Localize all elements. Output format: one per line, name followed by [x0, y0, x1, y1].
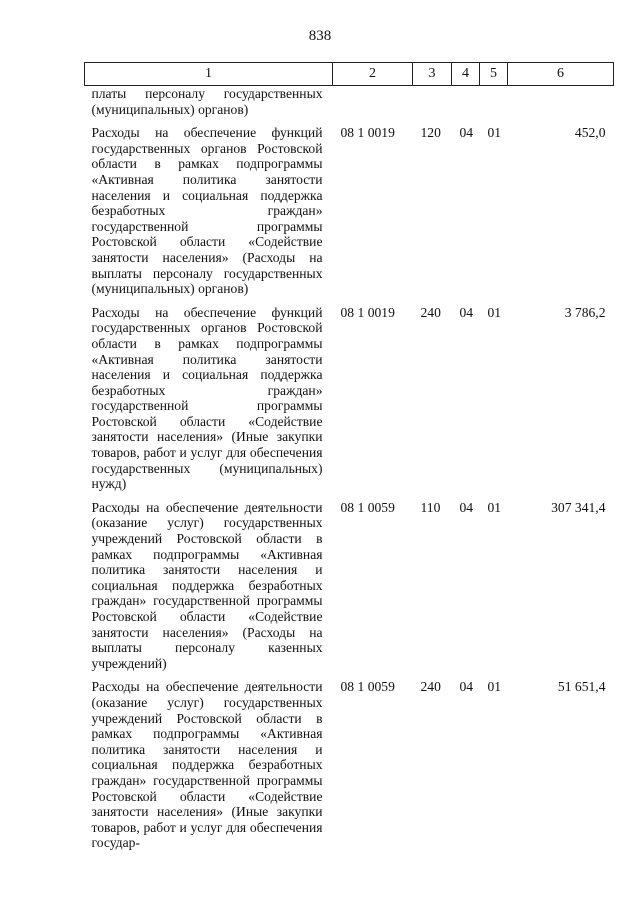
row-description: Расходы на обеспечение функций государственных органов Ростовской области в рамках подпрограммы «Активная политика занятости населения и социальная поддержка безработных граждан» государственной программы Ростовской области «Содействие занятости населения» (Иные закупки товаров, работ и услуг для обеспечения государственных (муниципальных) нужд) — [91, 304, 323, 492]
row-amount: 3 786,2 — [564, 304, 606, 320]
row-amount: 307 341,4 — [551, 499, 606, 515]
row-section: 04 — [459, 304, 474, 320]
budget-table — [84, 62, 614, 857]
table-row — [85, 86, 614, 124]
row-subsection: 01 — [487, 679, 502, 695]
row-target-code: 08 1 0059 — [340, 679, 395, 695]
header-col-2: 2 — [333, 63, 413, 86]
header-col-3: 3 — [413, 63, 452, 86]
row-expense-type: 120 — [420, 125, 441, 141]
row-subsection: 01 — [487, 125, 502, 141]
header-col-4: 4 — [452, 63, 480, 86]
row-expense-type: 240 — [420, 304, 441, 320]
row-target-code: 08 1 0019 — [340, 304, 395, 320]
row-description: Расходы на обеспечение функций государственных органов Ростовской области в рамках подпрограммы «Активная политика занятости населения и социальная поддержка безработных граждан» государственной программы Ростовской области «Содействие занятости населения» (Расходы на выплаты персоналу государственных (муниципальных) органов) — [91, 125, 323, 297]
row-amount: 452,0 — [574, 125, 606, 141]
table-header — [85, 63, 614, 86]
row-section: 04 — [459, 499, 474, 515]
row-expense-type: 240 — [420, 679, 441, 695]
row-expense-type — [413, 86, 452, 124]
page-number: 838 — [308, 28, 332, 44]
row-subsection: 01 — [487, 304, 502, 320]
header-col-1: 1 — [85, 63, 333, 86]
row-section: 04 — [459, 679, 474, 695]
table-row — [85, 498, 614, 678]
row-expense-type: 110 — [420, 499, 441, 515]
header-col-5: 5 — [480, 63, 508, 86]
row-target-code: 08 1 0059 — [340, 499, 395, 515]
row-target-code — [333, 86, 413, 124]
row-amount — [508, 86, 614, 124]
row-amount: 51 651,4 — [557, 679, 606, 695]
row-target-code: 08 1 0019 — [340, 125, 395, 141]
row-subsection — [480, 86, 508, 124]
row-description: платы персоналу государственных (муниципальных) органов) — [91, 86, 323, 117]
table-row — [85, 303, 614, 498]
header-col-6: 6 — [508, 63, 614, 86]
row-subsection: 01 — [487, 499, 502, 515]
row-description: Расходы на обеспечение деятельности (оказание услуг) государственных учреждений Ростовской области в рамках подпрограммы «Активная политика занятости населения и социальная поддержка безработных граждан» государственной программы Ростовской области «Содействие занятости населения» (Расходы на выплаты персоналу казенных учреждений) — [91, 499, 323, 671]
table-row — [85, 123, 614, 303]
row-section: 04 — [459, 125, 474, 141]
row-description: Расходы на обеспечение деятельности (оказание услуг) государственных учреждений Ростовской области в рамках подпрограммы «Активная политика занятости населения и социальная поддержка безработных граждан» государственной программы Ростовской области «Содействие занятости населения» (Иные закупки товаров, работ и услуг для обеспечения государ- — [91, 679, 323, 851]
table-row — [85, 677, 614, 857]
row-section — [452, 86, 480, 124]
